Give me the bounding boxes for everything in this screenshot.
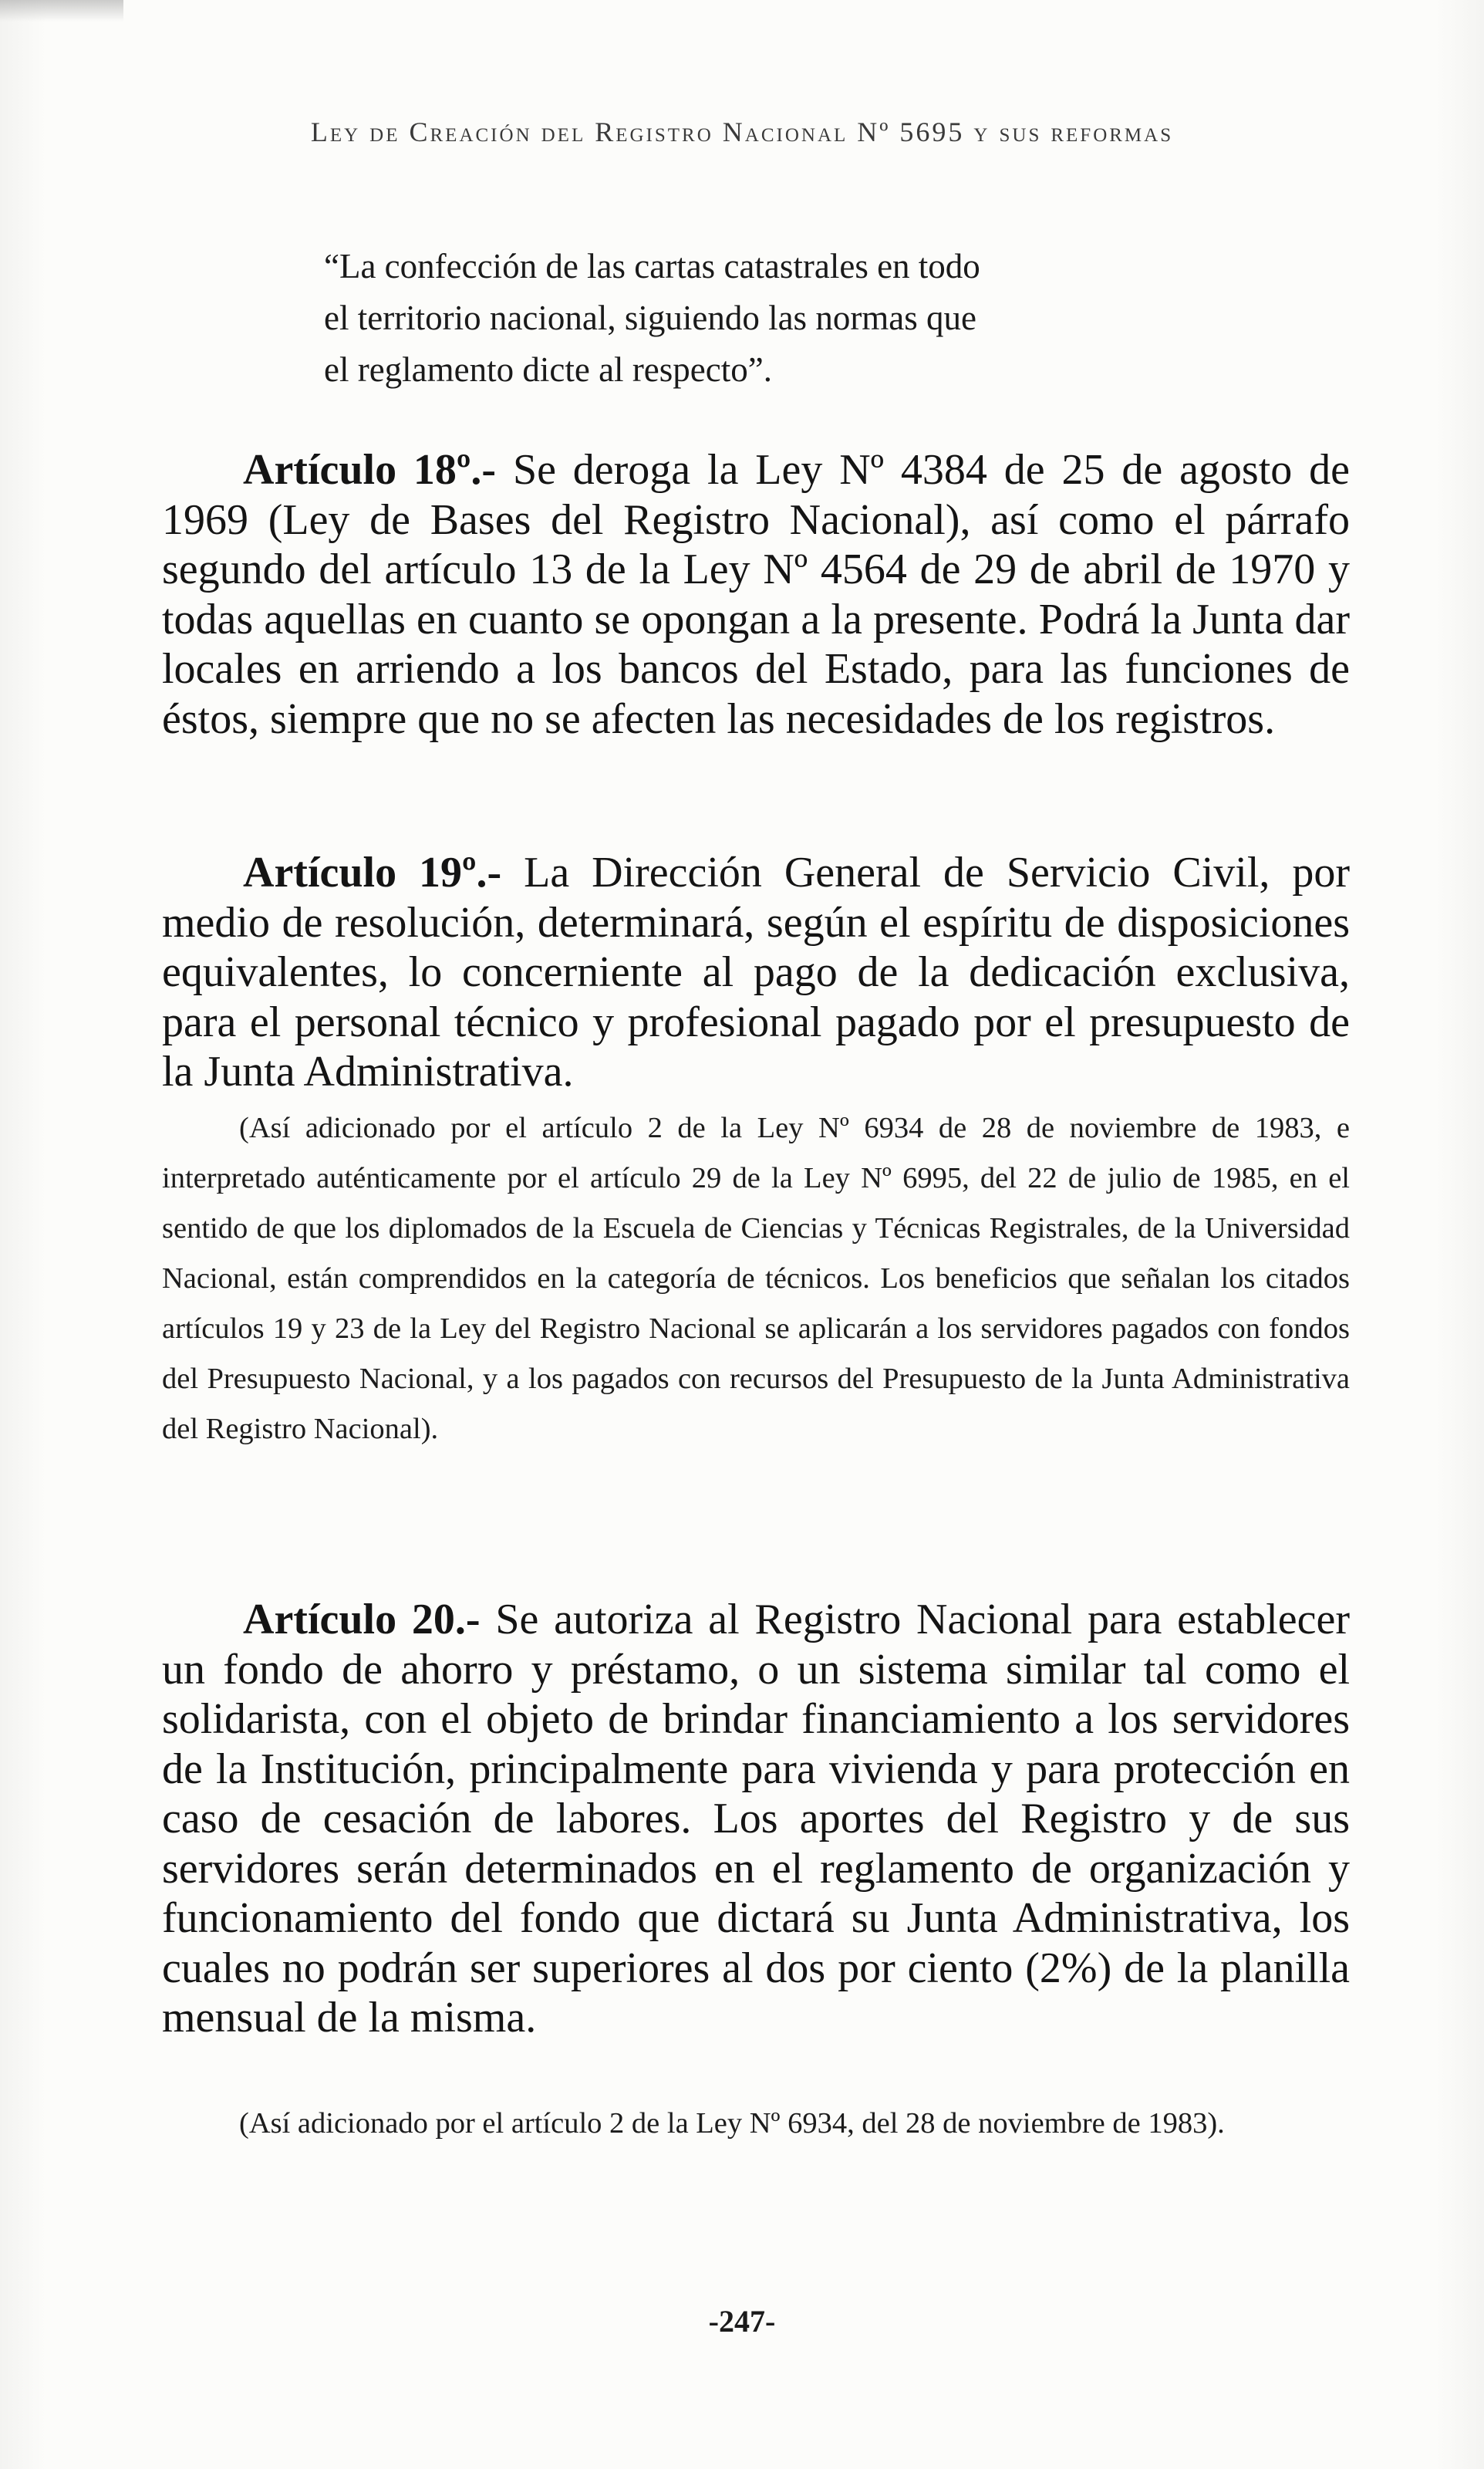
page-number: -247- <box>708 2304 776 2339</box>
article-19-text: La Dirección General de Servicio Civil, por medio de resolución, determinará, según el espíritu de disposiciones equivalentes, lo concerniente al pago de la dedicación exclusiva, para el personal técnico y profesional pagado por el presupuesto de la Junta Administrativa. <box>162 849 1351 1096</box>
article-18-title: Artículo 18º.- <box>243 446 497 494</box>
quote-line: “La confección de las cartas catastrales en todo <box>324 247 980 285</box>
quote-line: el territorio nacional, siguiendo las normas que <box>324 299 977 337</box>
scan-shadow <box>0 0 123 22</box>
article-20 <box>162 1595 1350 2043</box>
quote-line: el reglamento dicte al respecto”. <box>324 350 772 389</box>
article-18-text: Se deroga la Ley Nº 4384 de 25 de agosto de 1969 (Ley de Bases del Registro Nacional), así como el párrafo segundo del artículo 13 de la Ley Nº 4564 de 29 de abril de 1970 y todas aquellas en cuanto se opongan a la presente. Podrá la Junta dar locales en arriendo a los bancos del Estado, para las funciones de éstos, siempre que no se afecten las necesidades de los registros. <box>162 446 1350 743</box>
article-20-note <box>162 2099 1350 2149</box>
article-20-note-text: (Así adicionado por el artículo 2 de la Ley Nº 6934, del 28 de noviembre de 1983). <box>239 2107 1225 2140</box>
article-19-title: Artículo 19º.- <box>243 849 502 897</box>
article-20-text: Se autoriza al Registro Nacional para establecer un fondo de ahorro y préstamo, o un sistema similar tal como el solidarista, con el objeto de brindar financiamiento a los servidores de la Institución, principalmente para vivienda y para protección en caso de cesación de labores. Los aportes del Registro y de sus servidores serán determinados en el reglamento de organización y funcionamiento del fondo que dictará su Junta Administrativa, los cuales no podrán ser superiores al dos por ciento (2%) de la planilla mensual de la misma. <box>162 1596 1350 2042</box>
running-header: Ley de Creación del Registro Nacional Nº 5695 y sus reformas <box>310 117 1174 147</box>
article-19-note-text: (Así adicionado por el artículo 2 de la Ley Nº 6934 de 28 de noviembre de 1983, e interpretado auténticamente por el artículo 29 de la Ley Nº 6995, del 22 de julio de 1985, en el sentido de que los diplomados de la Escuela de Ciencias y Técnicas Registrales, de la Universidad Nacional, están comprendidos en la categoría de técnicos. Los beneficios que señalan los citados artículos 19 y 23 de la Ley del Registro Nacional se aplicarán a los servidores pagados con fondos del Presupuesto Nacional, y a los pagados con recursos del Presupuesto de la Junta Administrativa del Registro Nacional). <box>162 1112 1350 1445</box>
quoted-text-block <box>324 241 1219 396</box>
article-19-note <box>162 1103 1350 1454</box>
article-20-title: Artículo 20.- <box>243 1596 481 1643</box>
article-19 <box>162 848 1350 1097</box>
article-18 <box>162 445 1350 744</box>
